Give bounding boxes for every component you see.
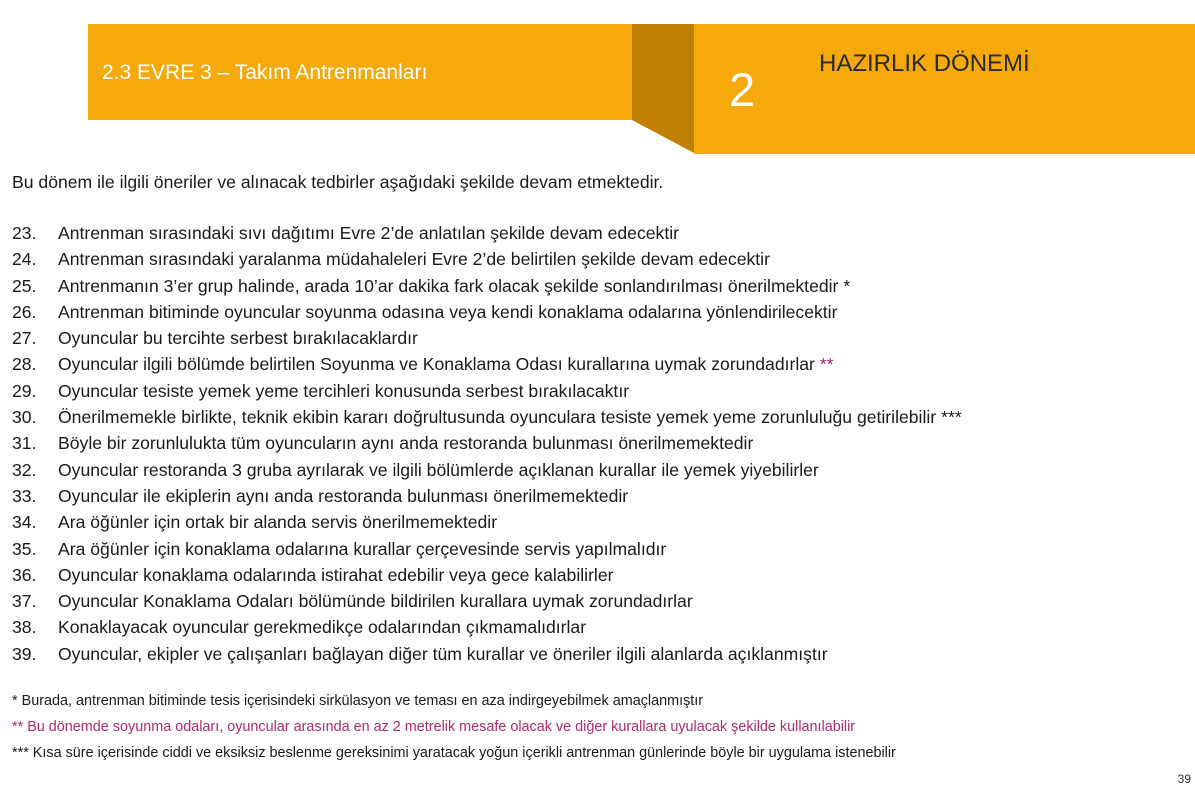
item-number: 37. [12, 591, 37, 612]
item-text: Oyuncular tesiste yemek yeme tercihleri konusunda serbest bırakılacaktır [58, 380, 630, 401]
list-item [12, 588, 962, 614]
item-text: Oyuncular konaklama odalarında istirahat edebilir veya gece kalabilirler [58, 564, 614, 585]
recommendation-list [12, 220, 962, 667]
item-number: 31. [12, 433, 37, 454]
item-text: Oyuncular Konaklama Odaları bölümünde bildirilen kurallara uymak zorundadırlar [58, 591, 693, 612]
intro-text: Bu dönem ile ilgili öneriler ve alınacak tedbirler aşağıdaki şekilde devam etmektedir. [12, 172, 664, 192]
item-text: Antrenmanın 3’er grup halinde, arada 10’ar dakika fark olacak şekilde sonlandırılması önerilmektedir [58, 275, 839, 296]
section-number: 2 [729, 63, 756, 116]
item-text: Oyuncular, ekipler ve çalışanları bağlayan diğer tüm kurallar ve öneriler ilgili alanlarda açıklanmıştır [58, 643, 828, 664]
item-number: 33. [12, 485, 37, 506]
list-item [12, 509, 962, 535]
item-number: 39. [12, 643, 37, 664]
item-number: 35. [12, 538, 37, 559]
section-banner [694, 24, 1195, 154]
item-number: 29. [12, 380, 37, 401]
item-number: 25. [12, 275, 37, 296]
list-item [12, 430, 962, 456]
list-item [12, 351, 962, 377]
page-number: 39 [1177, 772, 1191, 786]
item-text: Ara öğünler için konaklama odalarına kurallar çerçevesinde servis yapılmalıdır [58, 538, 667, 559]
footnotes [12, 692, 896, 770]
list-item [12, 483, 962, 509]
list-item [12, 641, 962, 667]
item-text: Antrenman sırasındaki sıvı dağıtımı Evre 2’de anlatılan şekilde devam edecektir [58, 223, 679, 243]
item-text: Konaklayacak oyuncular gerekmedikçe odalarından çıkmamalıdırlar [58, 617, 587, 638]
item-number: 36. [12, 564, 37, 585]
item-number: 30. [12, 407, 37, 428]
footnote-marker: * [843, 275, 851, 296]
section-title: HAZIRLIK DÖNEMİ [819, 50, 1030, 77]
list-item [12, 220, 962, 246]
item-number: 34. [12, 512, 37, 533]
item-text: Önerilmemekle birlikte, teknik ekibin kararı doğrultusunda oyunculara tesiste yemek yeme zorunluluğu getirilebilir [58, 407, 937, 428]
item-text: Böyle bir zorunlulukta tüm oyuncuların aynı anda restoranda bulunması önerilmemektedir [58, 433, 754, 454]
item-text: Oyuncular ile ekiplerin aynı anda restoranda bulunması önerilmemektedir [58, 485, 629, 506]
item-number: 27. [12, 328, 37, 349]
list-item [12, 457, 962, 483]
list-item [12, 536, 962, 562]
list-item [12, 404, 962, 430]
list-item [12, 246, 962, 272]
chapter-banner [88, 24, 634, 120]
banner-fold-shape [632, 24, 696, 154]
item-text: Antrenman bitiminde oyuncular soyunma odasına veya kendi konaklama odalarına yönlendirilecektir [58, 301, 838, 322]
list-item [12, 325, 962, 351]
item-text: Oyuncular bu tercihte serbest bırakılacaklardır [58, 328, 418, 349]
item-number: 32. [12, 459, 37, 480]
item-text: Oyuncular restoranda 3 gruba ayrılarak ve ilgili bölümlerde açıklanan kurallar ile yemek yiyebilirler [58, 459, 819, 480]
list-item [12, 273, 962, 299]
footnote-1: * Burada, antrenman bitiminde tesis içerisindeki sirkülasyon ve teması en aza indirgeyebilmek amaçlanmıştır [12, 693, 704, 709]
item-number: 28. [12, 354, 37, 375]
footnote-marker: *** [941, 407, 962, 428]
item-number: 38. [12, 617, 37, 638]
footnote-3: *** Kısa süre içerisinde ciddi ve eksiksiz beslenme gereksinimi yaratacak yoğun içerikli antrenman günlerinde böyle bir uygulama istenebilir [12, 745, 896, 761]
item-number: 23. [12, 223, 37, 243]
list-item [12, 562, 962, 588]
list-item [12, 299, 962, 325]
item-text: Antrenman sırasındaki yaralanma müdahaleleri Evre 2’de belirtilen şekilde devam edecektir [58, 249, 770, 270]
item-text: Oyuncular ilgili bölümde belirtilen Soyunma ve Konaklama Odası kurallarına uymak zorundadırlar [58, 354, 815, 375]
list-item [12, 378, 962, 404]
list-item [12, 614, 962, 640]
item-text: Ara öğünler için ortak bir alanda servis önerilmemektedir [58, 512, 498, 533]
footnote-2: ** Bu dönemde soyunma odaları, oyuncular arasında en az 2 metrelik mesafe olacak ve diğer kurallara uyulacak şekilde kullanılabilir [12, 719, 856, 735]
item-number: 26. [12, 301, 37, 322]
item-number: 24. [12, 249, 37, 270]
footnote-marker: ** [819, 354, 834, 375]
chapter-title: 2.3 EVRE 3 – Takım Antrenmanları [102, 61, 428, 84]
